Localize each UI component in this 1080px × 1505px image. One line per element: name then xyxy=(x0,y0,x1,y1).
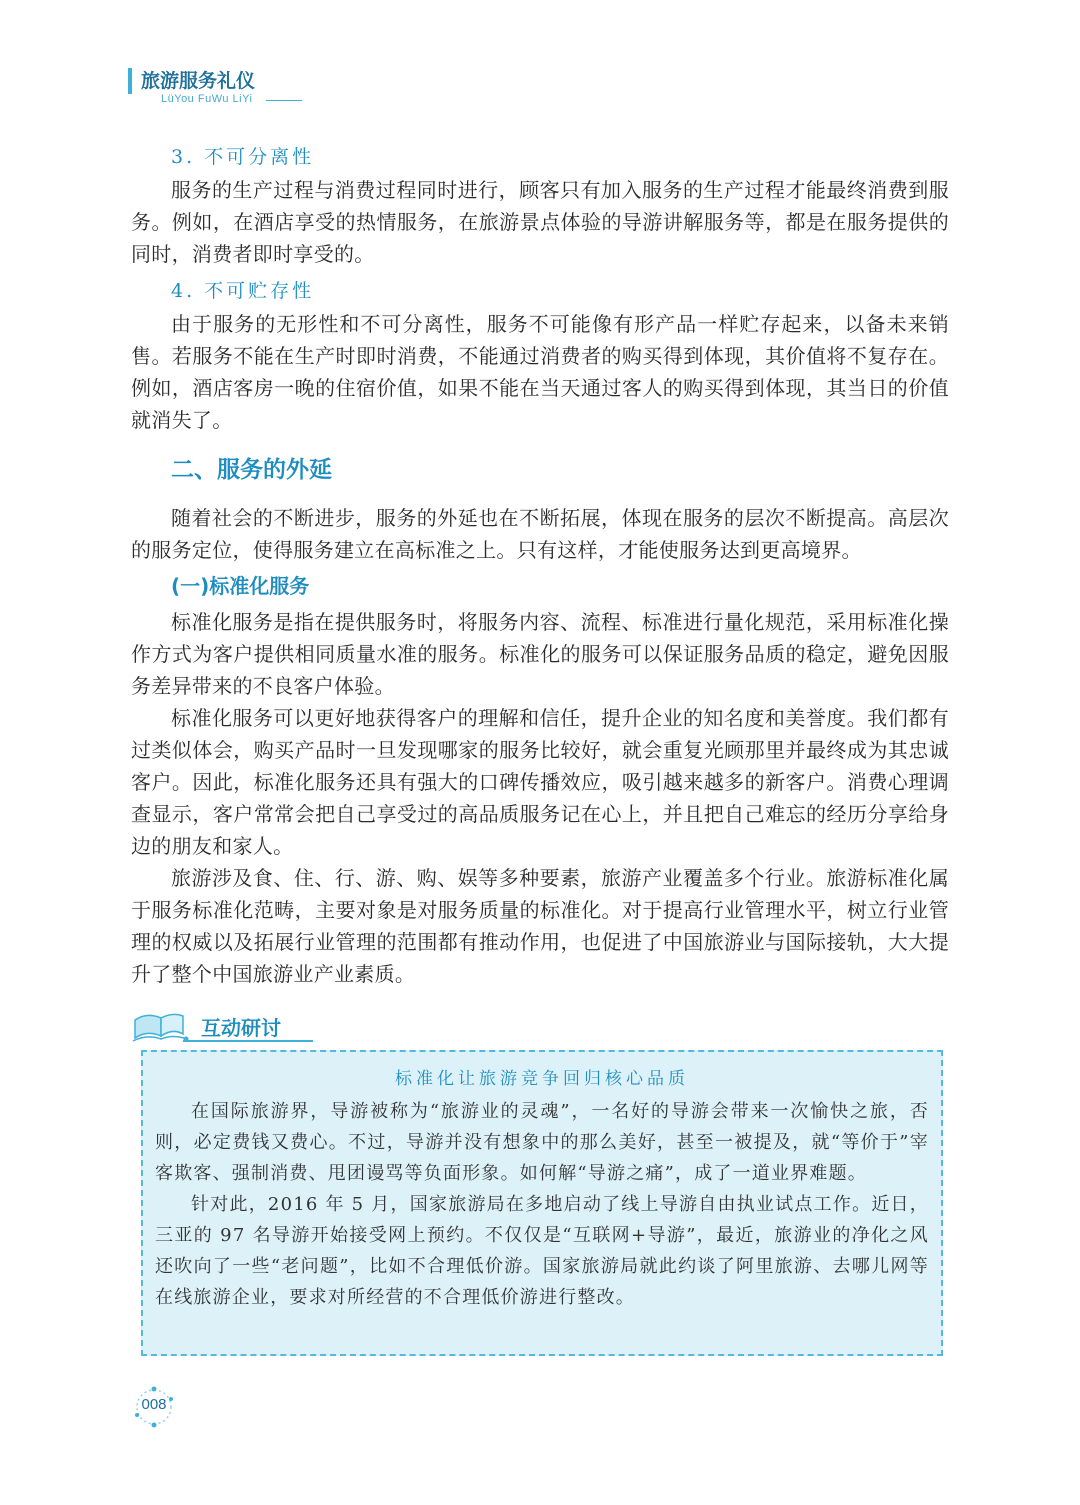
section-3-paragraph: 服务的生产过程与消费过程同时进行，顾客只有加入服务的生产过程才能最终消费到服务。例如，在酒店享受的热情服务，在旅游景点体验的导游讲解服务等，都是在服务提供的同时，消费者即时享受的。 xyxy=(131,178,949,266)
standardized-paragraph-1: 标准化服务是指在提供服务时，将服务内容、流程、标准进行量化规范，采用标准化操作方式为客户提供相同质量水准的服务。标准化的服务可以保证服务品质的稳定，避免因服务差异带来的不良客户体验。 xyxy=(131,610,949,698)
interactive-discussion-header xyxy=(131,1008,331,1046)
interactive-discussion-label: 互动研讨 xyxy=(201,1016,281,1040)
page-number-text: 008 xyxy=(141,1396,167,1413)
chapter-heading-extension: 二、服务的外延 xyxy=(171,457,332,483)
header-rule xyxy=(266,100,302,101)
section-4-title: 4. 不可贮存性 xyxy=(171,280,315,302)
case-study-title: 标准化让旅游竞争回归核心品质 xyxy=(395,1069,689,1089)
book-title: 旅游服务礼仪 xyxy=(141,70,256,92)
section-4-paragraph: 由于服务的无形性和不可分离性，服务不可能像有形产品一样贮存起来，以备未来销售。若服务不能在生产时即时消费，不能通过消费者的购买得到体现，其价值将不复存在。例如，酒店客房一晚的住宿价值，如果不能在当天通过客人的购买得到体现，其当日的价值就消失了。 xyxy=(131,312,949,432)
case-study-paragraph-2: 针对此，2016 年 5 月，国家旅游局在多地启动了线上导游自由执业试点工作。近日，三亚的 97 名导游开始接受网上预约。不仅仅是“互联网+导游”，最近，旅游业的净化之风还吹向了一些“老问题”，比如不合理低价游。国家旅游局就此约谈了阿里旅游、去哪儿网等在线旅游企业，要求对所经营的不合理低价游进行整改。 xyxy=(155,1194,929,1308)
open-book-icon xyxy=(131,1008,191,1046)
book-title-pinyin: LüYou FuWu LiYi xyxy=(161,93,253,105)
running-header xyxy=(128,66,308,110)
case-study-paragraph-1: 在国际旅游界，导游被称为“旅游业的灵魂”，一名好的导游会带来一次愉快之旅，否则，必定费钱又费心。不过，导游并没有想象中的那么美好，甚至一被提及，就“等价于”宰客欺客、强制消费、甩团谩骂等负面形象。如何解“导游之痛”，成了一道业界难题。 xyxy=(155,1101,929,1184)
standardized-paragraph-3: 旅游涉及食、住、行、游、购、娱等多种要素，旅游产业覆盖多个行业。旅游标准化属于服务标准化范畴，主要对象是对服务质量的标准化。对于提高行业管理水平，树立行业管理的权威以及拓展行业管理的范围都有推动作用，也促进了中国旅游业与国际接轨，大大提升了整个中国旅游业产业素质。 xyxy=(131,866,949,986)
section-3-title: 3. 不可分离性 xyxy=(171,146,315,168)
extension-paragraph: 随着社会的不断进步，服务的外延也在不断拓展，体现在服务的层次不断提高。高层次的服务定位，使得服务建立在高标准之上。只有这样，才能使服务达到更高境界。 xyxy=(131,506,949,562)
header-accent-bar xyxy=(128,68,132,94)
case-study-box xyxy=(141,1050,943,1356)
standardized-paragraph-2: 标准化服务可以更好地获得客户的理解和信任，提升企业的知名度和美誉度。我们都有过类似体会，购买产品时一旦发现哪家的服务比较好，就会重复光顾那里并最终成为其忠诚客户。因此，标准化服务还具有强大的口碑传播效应，吸引越来越多的新客户。消费心理调查显示，客户常常会把自己享受过的高品质服务记在心上，并且把自己难忘的经历分享给身边的朋友和家人。 xyxy=(131,706,949,858)
main-content xyxy=(131,140,949,990)
page-number xyxy=(132,1385,176,1429)
subheading-standardized-service: (一)标准化服务 xyxy=(171,574,310,598)
